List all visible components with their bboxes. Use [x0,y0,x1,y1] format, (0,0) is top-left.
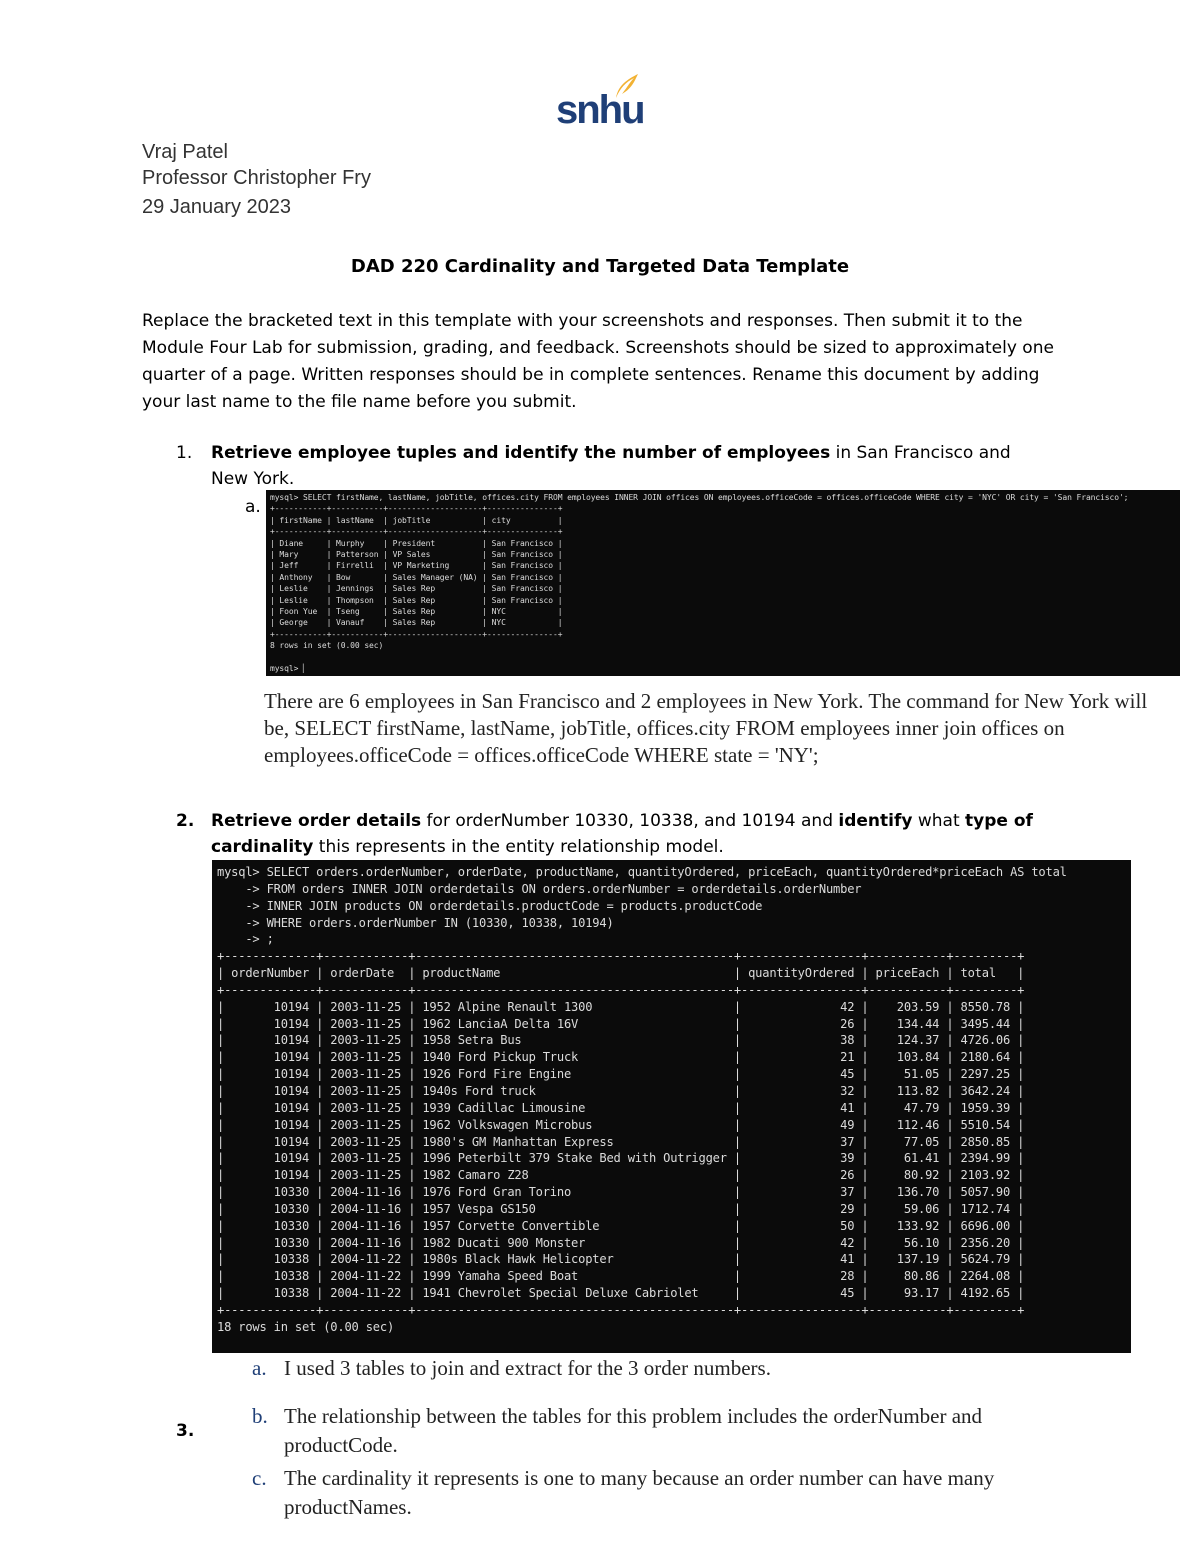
q2-prompt-part: what [912,811,966,831]
q2-number [176,808,194,834]
q3-number [176,1418,194,1444]
snhu-logo [556,72,644,134]
q1-prompt-rest: in San Francisco and New York. [211,443,1011,489]
q1-prompt-bold: Retrieve employee tuples and identify the number of employees [211,443,831,463]
q1-prompt [211,440,1051,492]
q3-item-a [252,1354,1082,1383]
q2-prompt-part: Retrieve order details [211,811,422,831]
document-title: DAD 220 Cardinality and Targeted Data Template [350,256,850,277]
q2-prompt-part: type of cardinality [211,811,1033,857]
student-name: Vraj Patel [142,141,228,163]
q3-number-text: 3. [176,1421,195,1441]
q2-number-text: 2. [176,811,195,831]
q3-item-b [252,1402,1082,1460]
q3-item-label: a. [252,1356,267,1380]
q1-terminal-output: mysql> SELECT firstName, lastName, jobTitle, offices.city FROM employees INNER JOIN offices ON employees.officeCode = offices.officeCode WHERE city = 'NYC' OR city = 'San Francisco'; +-----------+-----------+--------------------+---------------+ | firstName | lastName | jobTitle | city | +-----------+-----------+--------------------+---------------+ | Diane | Murphy | President | San Francisco | | Mary | Patterson | VP Sales | San Francisco | | Jeff | Firrelli | VP Marketing | San Francisco | | Anthony | Bow | Sales Manager (NA) | San Francisco | | Leslie | Jennings | Sales Rep | San Francisco | | Leslie | Thompson | Sales Rep | San Francisco | | Foon Yue | Tseng | Sales Rep | NYC | | George | Vanauf | Sales Rep | NYC | +-----------+-----------+--------------------+---------------+ 8 rows in set (0.00 sec) mysql> ▏ [270,493,1129,674]
professor-name: Professor Christopher Fry [142,167,371,189]
q1-number: 1. [176,443,193,463]
q2-prompt-part: identify [838,811,913,831]
logo-text: snhu [556,88,644,132]
q2-terminal-screenshot [212,860,1131,1353]
instructions-paragraph: Replace the bracketed text in this template with your screenshots and responses. Then submit it to the Module Four Lab for submission, grading, and feedback. Screenshots should be sized to approximately one quarter of a page. Written responses should be in complete sentences. Rename this document by adding your last name to the file name before you submit. [142,311,1054,412]
q1-sub-label: a. [245,497,261,517]
q1-terminal-screenshot [266,490,1180,676]
q3-item-label: c. [252,1466,267,1490]
q2-prompt-part: this represents in the entity relationship model. [313,837,724,857]
q3-item-text: The cardinality it represents is one to many because an order number can have many productNames. [284,1466,995,1519]
q1-answer: There are 6 employees in San Francisco and 2 employees in New York. The command for New York will be, SELECT firstName, lastName, jobTitle, offices.city FROM employees inner join offices on employees.officeCode = offices.officeCode WHERE state = 'NY'; [264,689,1148,767]
document-date: 29 January 2023 [142,196,292,218]
q3-item-label: b. [252,1404,268,1428]
q2-prompt-part: for orderNumber 10330, 10338, and 10194 and [421,811,839,831]
q2-terminal-output: mysql> SELECT orders.orderNumber, orderDate, productName, quantityOrdered, priceEach, quantityOrdered*priceEach AS total -> FROM orders INNER JOIN orderdetails ON orders.orderNumber = orderdetails.orderNumber -> INNER JOIN products ON orderdetails.productCode = products.productCode -> WHERE orders.orderNumber IN (10330, 10338, 10194) -> ; +-------------+------------+---------------------------------------------+-----------------+-----------+---------+ | orderNumber | orderDate | productName | quantityOrdered | priceEach | total | +-------------+------------+---------------------------------------------+-----------------+-----------+---------+ | 10194 | 2003-11-25 | 1952 Alpine Renault 1300 | 42 | 203.59 | 8550.78 | | 10194 | 2003-11-25 | 1962 LanciaA Delta 16V | 26 | 134.44 | 3495.44 | | 10194 | 2003-11-25 | 1958 Setra Bus | 38 | 124.37 | 4726.06 | | 10194 | 2003-11-25 | 1940 Ford Pickup Truck | 21 | 103.84 | 2180.64 | | 10194 | 2003-11-25 | 1926 Ford Fire Engine | 45 | 51.05 | 2297.25 | | 10194 | 2003-11-25 | 1940s Ford truck | 32 | 113.82 | 3642.24 | | 10194 | 2003-11-25 | 1939 Cadillac Limousine | 41 | 47.79 | 1959.39 | | 10194 | 2003-11-25 | 1962 Volkswagen Microbus | 49 | 112.46 | 5510.54 | | 10194 | 2003-11-25 | 1980's GM Manhattan Express | 37 | 77.05 | 2850.85 | | 10194 | 2003-11-25 | 1996 Peterbilt 379 Stake Bed with Outrigger | 39 | 61.41 | 2394.99 | | 10194 | 2003-11-25 | 1982 Camaro Z28 | 26 | 80.92 | 2103.92 | | 10330 | 2004-11-16 | 1976 Ford Gran Torino | 37 | 136.70 | 5057.90 | | 10330 | 2004-11-16 | 1957 Vespa GS150 | 29 | 59.06 | 1712.74 | | 10330 | 2004-11-16 | 1957 Corvette Convertible | 50 | 133.92 | 6696.00 | | 10330 | 2004-11-16 | 1982 Ducati 900 Monster | 42 | 56.10 | 2356.20 | | 10338 | 2004-11-22 | 1980s Black Hawk Helicopter | 41 | 137.19 | 5624.79 | | 10338 | 2004-11-22 | 1999 Yamaha Speed Boat | 28 | 80.86 | 2264.08 | | 10338 | 2004-11-22 | 1941 Chevrolet Special Deluxe Cabriolet | 45 | 93.17 | 4192.65 | +-------------+------------+---------------------------------------------+-----------------+-----------+---------+ 18 rows in set (0.00 sec) [217,865,1067,1334]
q2-prompt [211,808,1051,860]
q3-item-text: I used 3 tables to join and extract for the 3 order numbers. [284,1356,771,1380]
q3-item-text: The relationship between the tables for this problem includes the orderNumber and productCode. [284,1404,983,1457]
q3-item-c [252,1464,1082,1522]
